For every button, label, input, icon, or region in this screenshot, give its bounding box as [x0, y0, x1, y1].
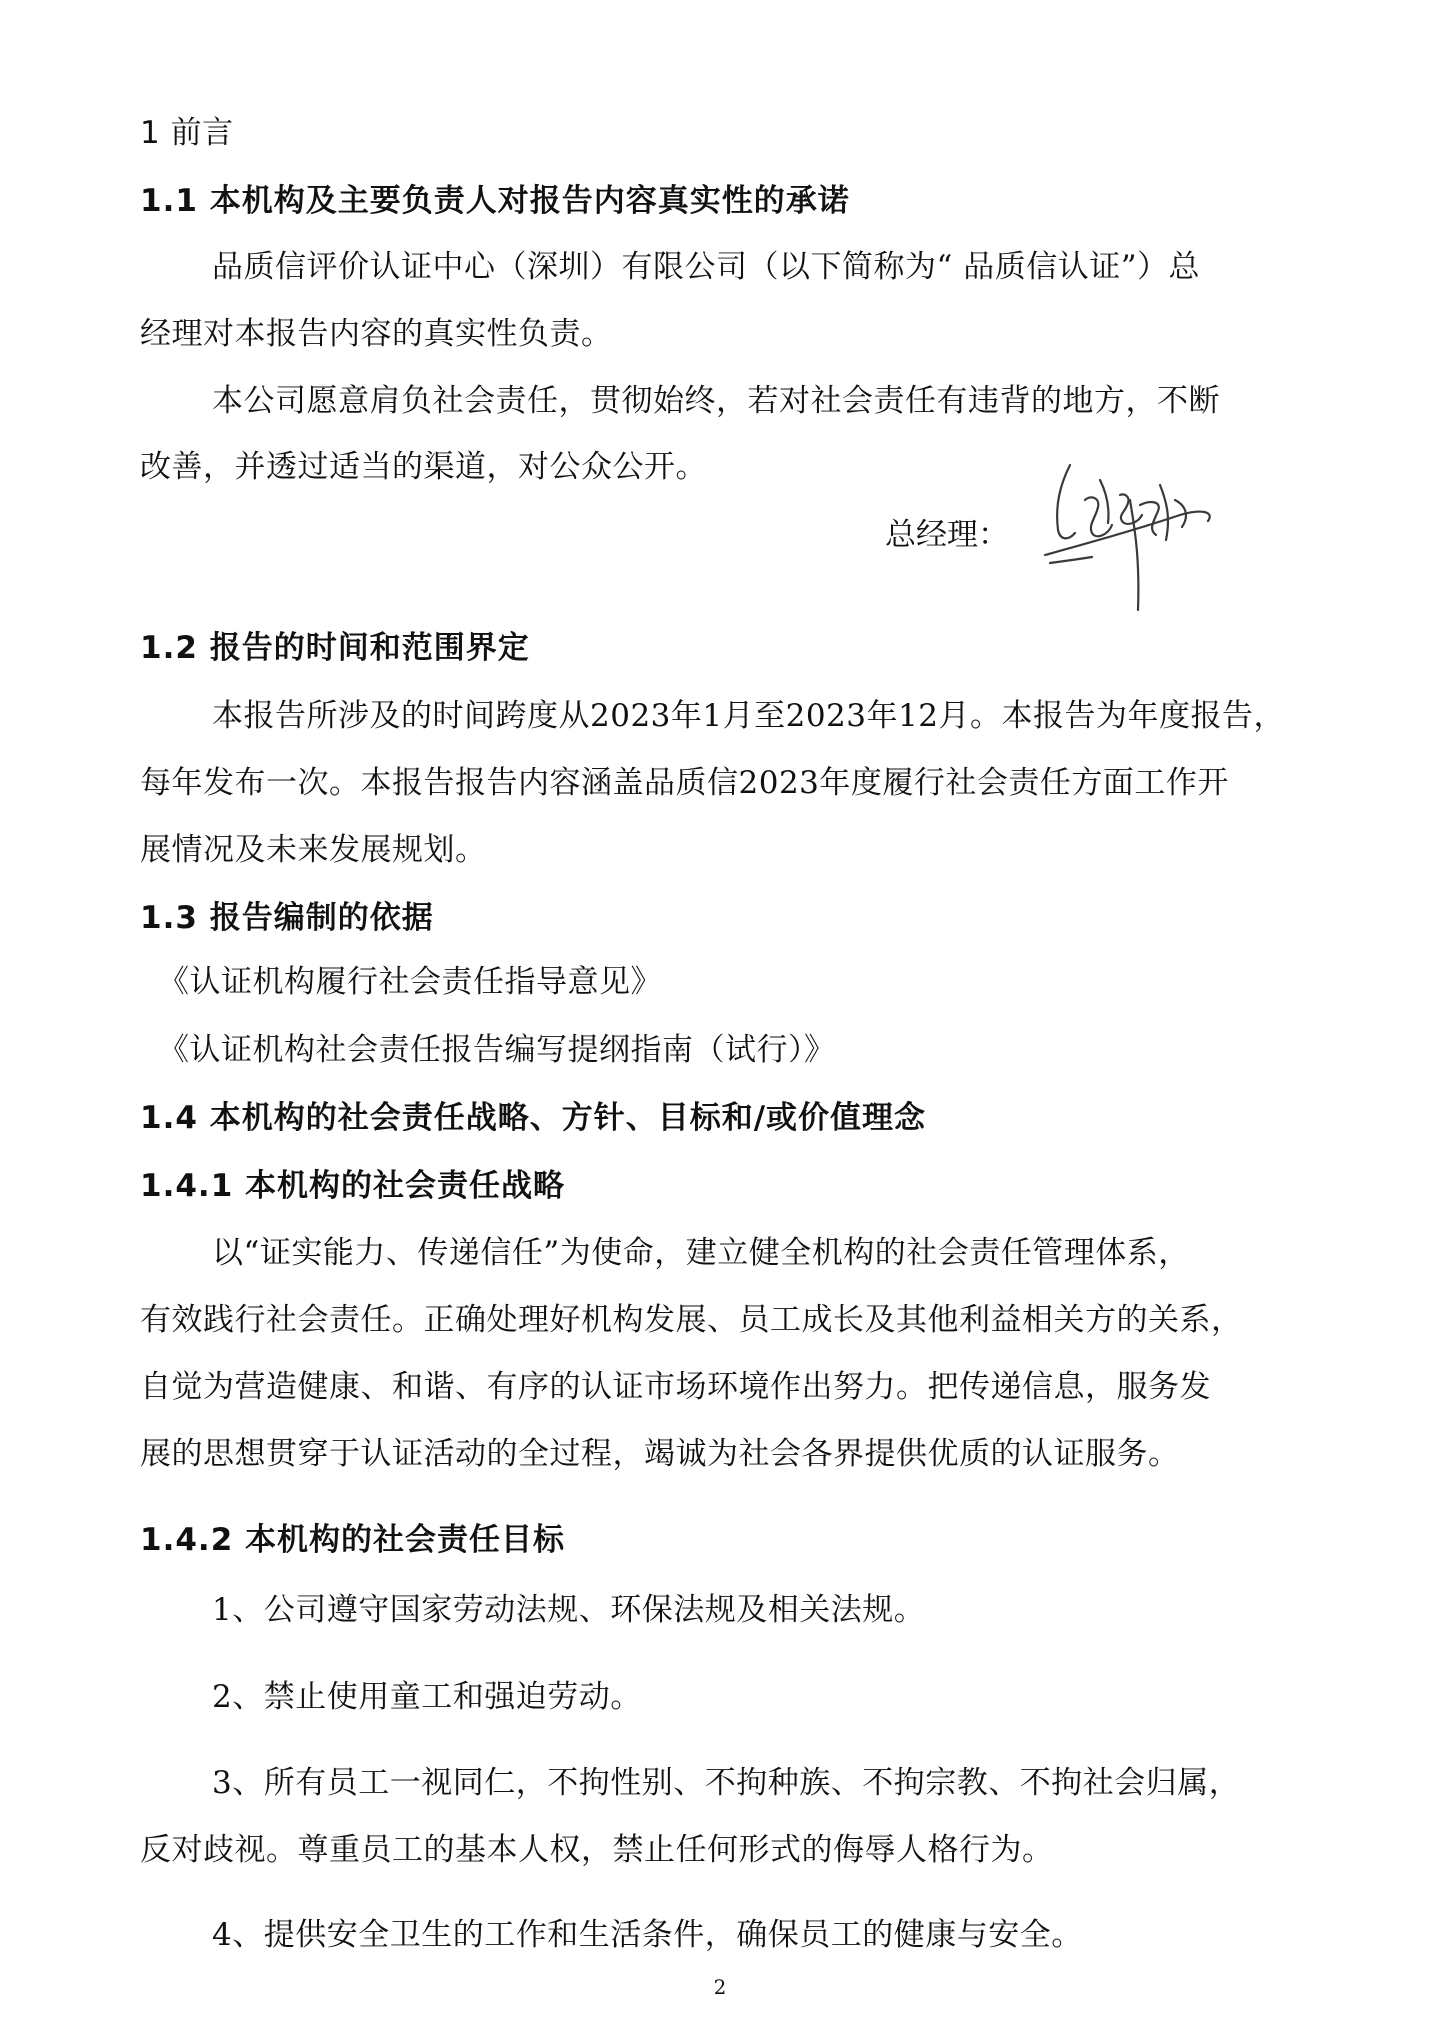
- goal-item: 反对歧视。尊重员工的基本人权，禁止任何形式的侮辱人格行为。: [140, 1832, 1054, 1868]
- goal-item: 1、公司遵守国家劳动法规、环保法规及相关法规。: [212, 1592, 926, 1628]
- paragraph-1-2-line: 展情况及未来发展规划。: [140, 832, 487, 868]
- paragraph-1-1-line: 本公司愿意肩负社会责任，贯彻始终，若对社会责任有违背的地方，不断: [212, 383, 1220, 419]
- paragraph-1-4-1-line: 有效践行社会责任。正确处理好机构发展、员工成长及其他利益相关方的关系，: [140, 1302, 1243, 1338]
- heading-1-4: 1.4 本机构的社会责任战略、方针、目标和/或价值理念: [140, 1100, 927, 1136]
- paragraph-1-4-1-line: 以“证实能力、传递信任”为使命，建立健全机构的社会责任管理体系，: [212, 1235, 1190, 1271]
- heading-1-4-1: 1.4.1 本机构的社会责任战略: [140, 1168, 566, 1204]
- goal-item: 3、所有员工一视同仁，不拘性别、不拘种族、不拘宗教、不拘社会归属，: [212, 1765, 1241, 1801]
- paragraph-1-4-1-line: 自觉为营造健康、和谐、有序的认证市场环境作出努力。把传递信息，服务发: [140, 1369, 1211, 1405]
- paragraph-1-2-line: 本报告所涉及的时间跨度从2023年1月至2023年12月。本报告为年度报告，: [212, 698, 1285, 734]
- paragraph-1-4-1-line: 展的思想贯穿于认证活动的全过程，竭诚为社会各界提供优质的认证服务。: [140, 1436, 1180, 1472]
- goal-item: 4、提供安全卫生的工作和生活条件，确保员工的健康与安全。: [212, 1917, 1083, 1953]
- general-manager-label: 总经理：: [885, 517, 1009, 553]
- heading-1-1: 1.1 本机构及主要负责人对报告内容真实性的承诺: [140, 183, 850, 219]
- page-number: 2: [713, 1975, 727, 1999]
- paragraph-1-1-line: 品质信评价认证中心（深圳）有限公司（以下简称为“ 品质信认证”）总: [212, 249, 1201, 285]
- heading-1-4-2: 1.4.2 本机构的社会责任目标: [140, 1522, 566, 1558]
- section-title: 1 前言: [140, 115, 234, 151]
- reference-item: 《认证机构社会责任报告编写提纲指南（试行）》: [158, 1032, 836, 1068]
- heading-1-3: 1.3 报告编制的依据: [140, 900, 434, 936]
- reference-item: 《认证机构履行社会责任指导意见》: [158, 964, 662, 1000]
- paragraph-1-1-line: 改善，并透过适当的渠道，对公众公开。: [140, 449, 707, 485]
- paragraph-1-1-line: 经理对本报告内容的真实性负责。: [140, 316, 613, 352]
- goal-item: 2、禁止使用童工和强迫劳动。: [212, 1679, 642, 1715]
- paragraph-1-2-line: 每年发布一次。本报告报告内容涵盖品质信2023年度履行社会责任方面工作开: [140, 765, 1229, 801]
- handwritten-signature: [1030, 445, 1230, 620]
- heading-1-2: 1.2 报告的时间和范围界定: [140, 630, 530, 666]
